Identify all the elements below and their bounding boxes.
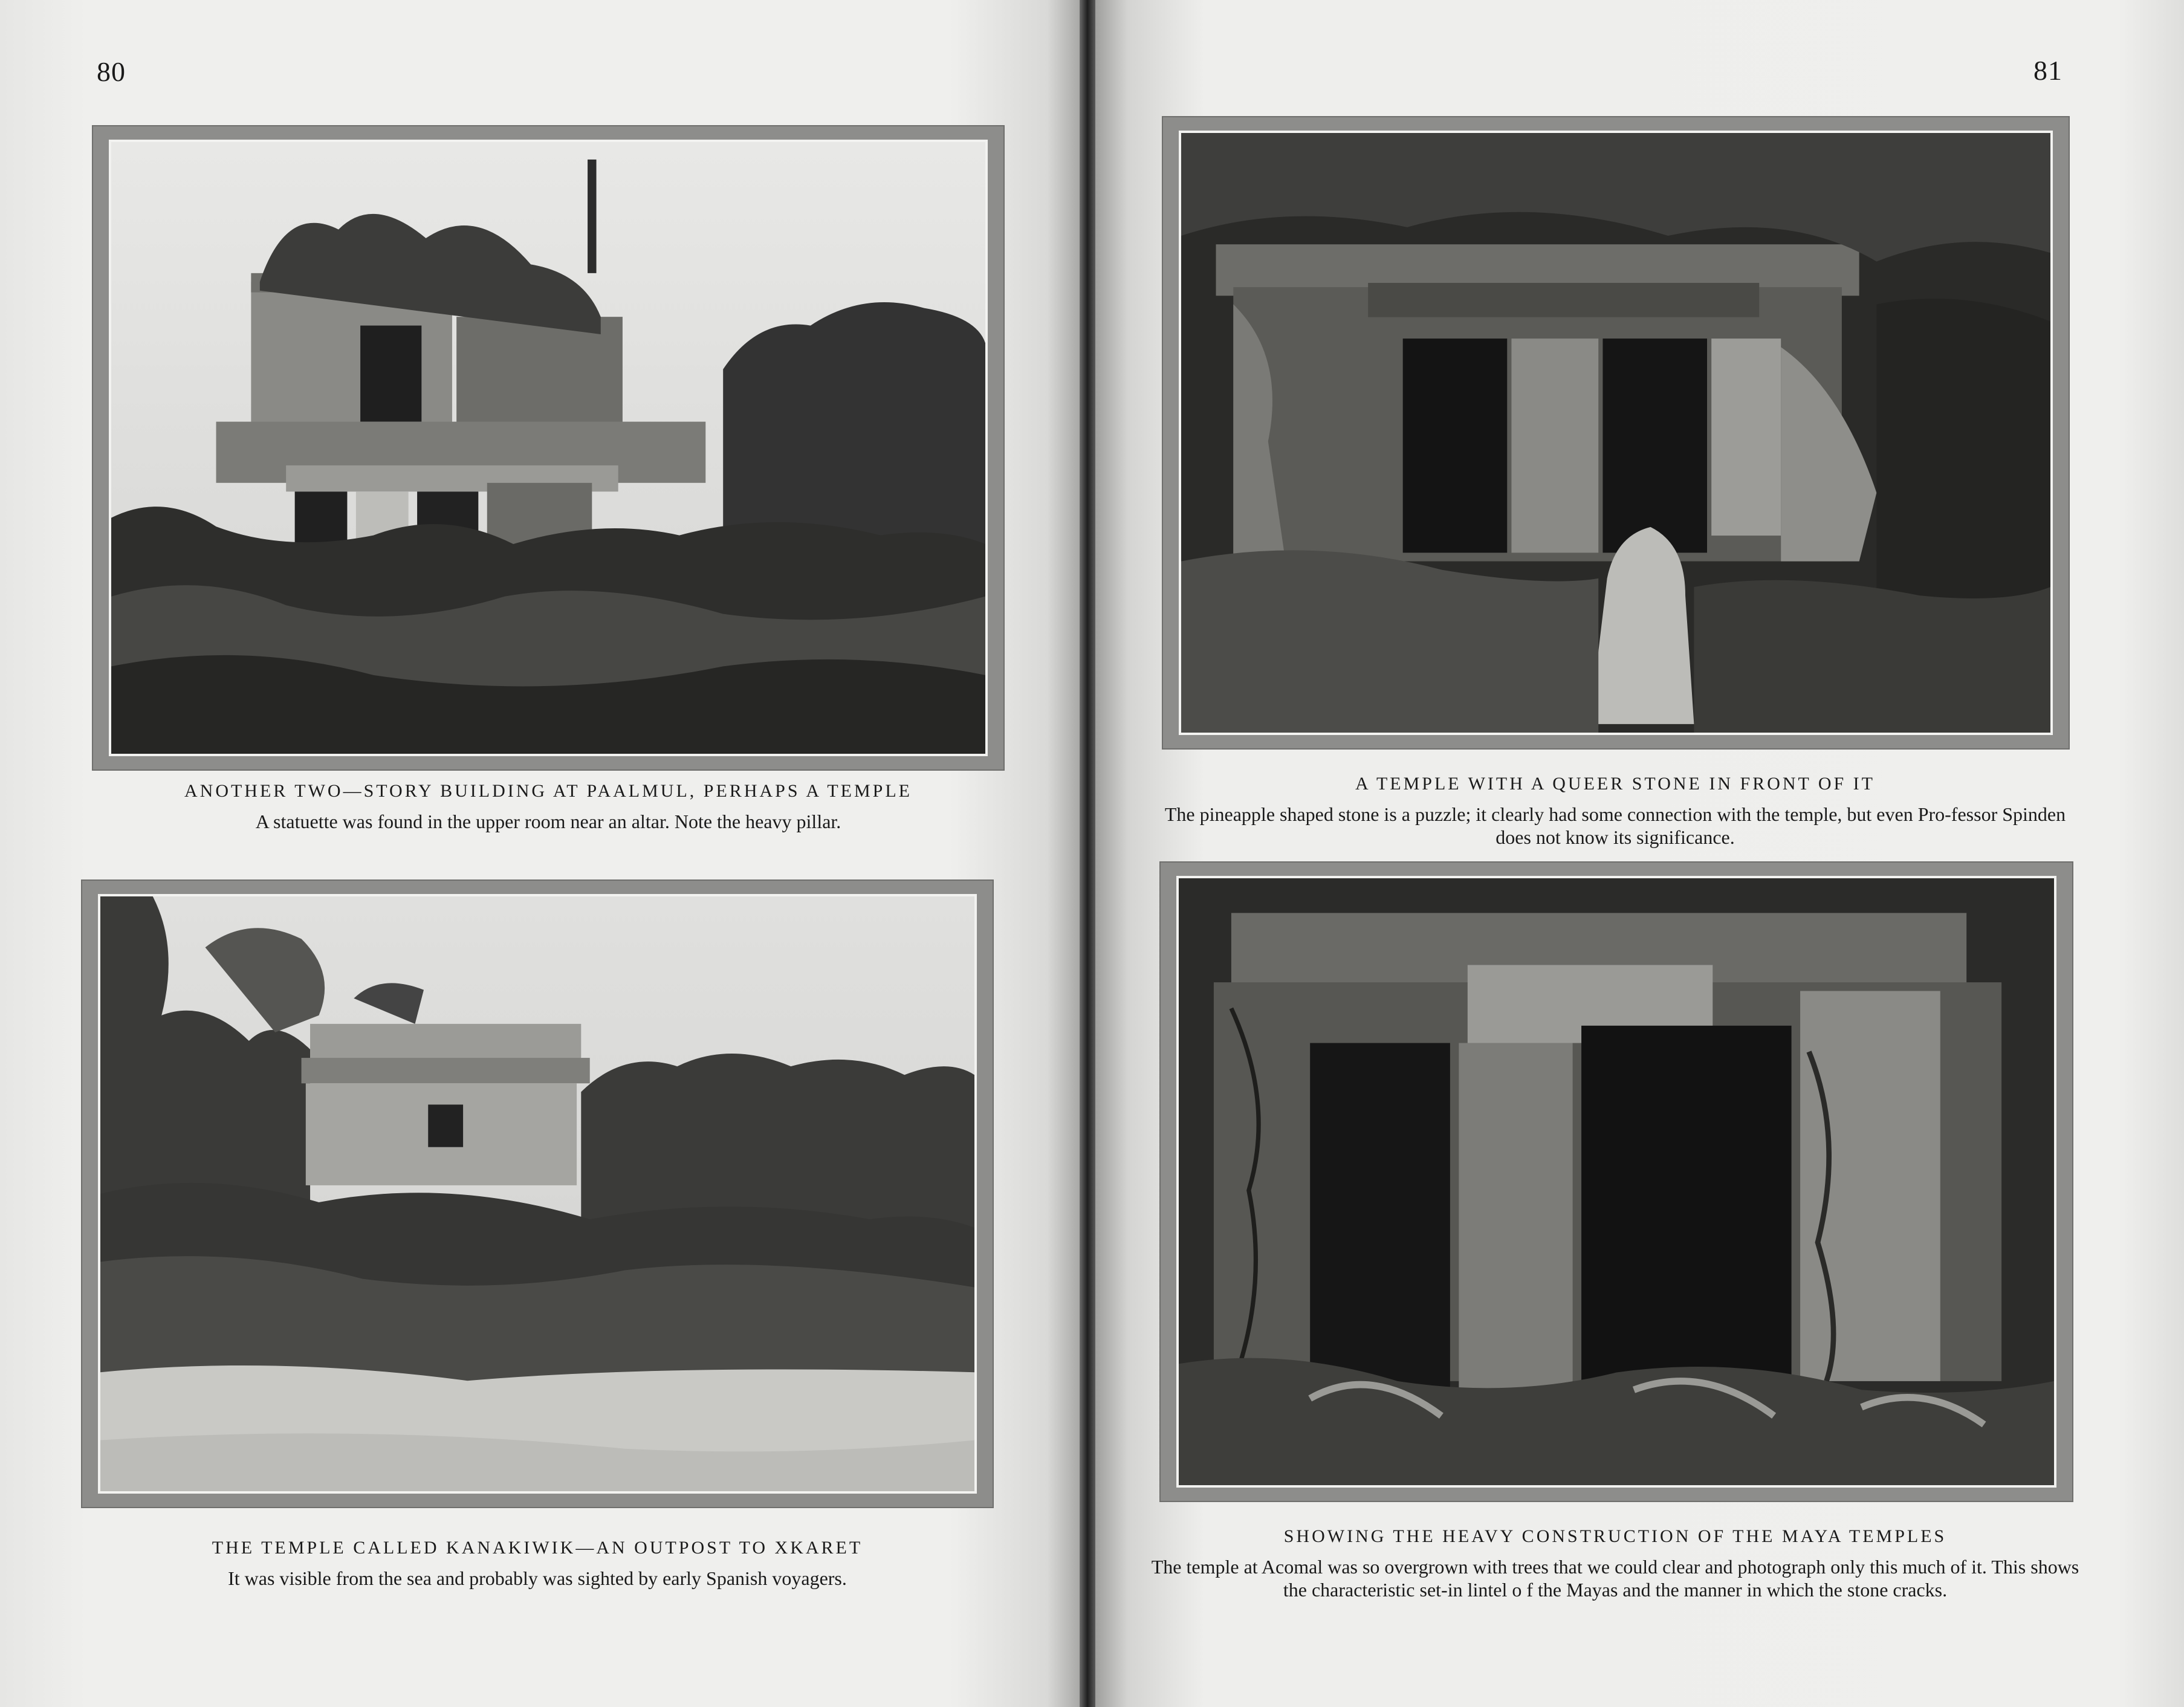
photo-plate-queer-stone — [1162, 116, 2070, 750]
photo-plate-paalmul — [92, 125, 1005, 771]
photo-plate-kanakiwik — [81, 879, 994, 1508]
caption-text-kanakiwik: It was visible from the sea and probably was sighted by early Spanish voyagers. — [228, 1567, 847, 1589]
maya-construction-image — [1179, 878, 2054, 1485]
caption-paalmul — [92, 781, 1005, 833]
photo-queer-stone-temple — [1179, 131, 2053, 735]
book-gutter — [1080, 0, 1095, 1707]
caption-title-paalmul: ANOTHER TWO—STORY BUILDING AT PAALMUL, PERHAPS A TEMPLE — [184, 781, 912, 801]
caption-kanakiwik — [81, 1538, 994, 1590]
caption-title-maya-construction: SHOWING THE HEAVY CONSTRUCTION OF THE MAYA TEMPLES — [1283, 1526, 1947, 1546]
caption-maya-construction — [1144, 1526, 2087, 1601]
caption-text-queer-stone: The pineapple shaped stone is a puzzle; it clearly had some connection with the temple, but even Pro-fessor Spinden does not know its significance. — [1164, 803, 2066, 848]
caption-text-maya-construction: The temple at Acomal was so overgrown with trees that we could clear and photograph only this much of it. This shows the characteristic set-in lintel o f the Mayas and the manner in which the stone cracks. — [1151, 1556, 2079, 1601]
page-number-right: 81 — [2033, 55, 2062, 86]
caption-queer-stone — [1150, 774, 2081, 849]
caption-title-kanakiwik: THE TEMPLE CALLED KANAKIWIK—AN OUTPOST TO XKARET — [212, 1538, 863, 1558]
caption-text-paalmul: A statuette was found in the upper room near an altar. Note the heavy pillar. — [255, 811, 841, 832]
photo-plate-maya-construction — [1159, 861, 2073, 1502]
page-number-left: 80 — [97, 56, 126, 87]
photo-paalmul-building — [109, 140, 988, 756]
right-page — [1095, 0, 2184, 1707]
queer-stone-temple-image — [1181, 133, 2050, 733]
caption-title-queer-stone: A TEMPLE WITH A QUEER STONE IN FRONT OF IT — [1355, 774, 1875, 794]
photo-maya-construction — [1176, 876, 2056, 1488]
kanakiwik-temple-image — [100, 896, 974, 1491]
paalmul-building-image — [111, 142, 985, 754]
left-page — [0, 0, 1080, 1707]
photo-kanakiwik-temple — [98, 894, 977, 1494]
